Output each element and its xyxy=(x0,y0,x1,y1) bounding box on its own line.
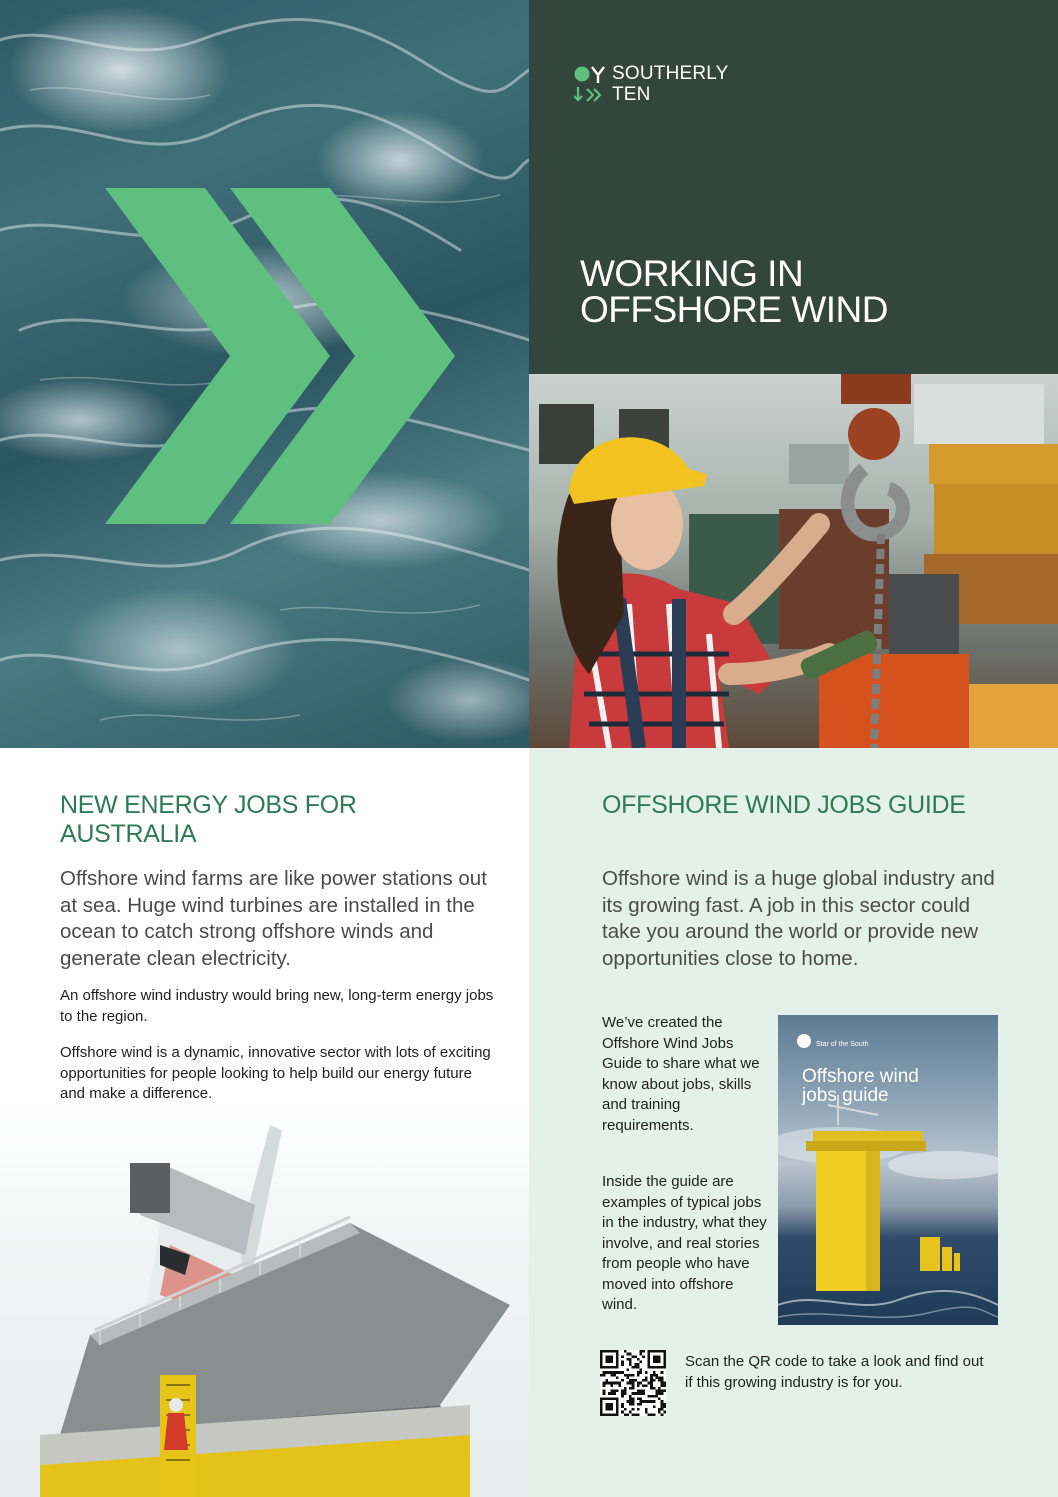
turbine-illustration xyxy=(0,1105,529,1497)
page-title xyxy=(580,253,1040,330)
body-paragraph-1: An offshore wind industry would bring new, long-term energy jobs to the region. xyxy=(60,987,494,1025)
page-title-line1: WORKING IN xyxy=(580,253,804,294)
star-of-the-south-logo-icon xyxy=(796,1033,812,1049)
section-heading-energy-jobs: NEW ENERGY JOBS FOR AUSTRALIA xyxy=(60,791,357,848)
logo-text-line2: TEN xyxy=(612,84,651,105)
lead-paragraph-energy-jobs: Offshore wind farms are like power stations out at sea. Huge wind turbines are installed in the ocean to catch strong offshore winds and generate clean electricity. xyxy=(60,867,487,970)
double-chevron-right-icon xyxy=(0,0,529,748)
guide-cover-title-line1: Offshore wind xyxy=(802,1066,919,1087)
qr-code-icon[interactable] xyxy=(600,1350,666,1416)
body-paragraph-2: Offshore wind is a dynamic, innovative sector with lots of exciting opportunities for people looking to help build our energy future and make a difference. xyxy=(60,1044,491,1102)
worker-illustration xyxy=(529,374,1058,748)
worker-photo xyxy=(529,374,1058,748)
turbine-photo xyxy=(0,1105,529,1497)
guide-paragraph-2: Inside the guide are examples of typical jobs in the industry, what they involve, and real stories from people who have moved into offshore wind. xyxy=(602,1173,767,1313)
guide-cover-title xyxy=(802,1067,992,1105)
logo-text-line1: SOUTHERLY xyxy=(612,63,729,84)
southerly-ten-logo-icon xyxy=(574,62,610,106)
qr-code-graphic xyxy=(600,1350,666,1416)
ocean-photo xyxy=(0,0,529,748)
guide-brand xyxy=(796,1033,869,1051)
qr-caption: Scan the QR code to take a look and find out if this growing industry is for you. xyxy=(685,1353,984,1391)
guide-cover-image[interactable] xyxy=(778,1015,998,1325)
guide-paragraph-1: We’ve created the Offshore Wind Jobs Guide to share what we know about jobs, skills and training requirements. xyxy=(602,1014,760,1134)
section-heading-jobs-guide: OFFSHORE WIND JOBS GUIDE xyxy=(602,791,966,819)
guide-brand-name: Star of the South xyxy=(816,1041,869,1048)
guide-cover-illustration xyxy=(778,1015,998,1325)
lead-paragraph-jobs-guide: Offshore wind is a huge global industry and its growing fast. A job in this sector could take you around the world or provide new opportunities close to home. xyxy=(602,867,995,970)
page-title-line2: OFFSHORE WIND xyxy=(580,289,888,330)
guide-cover-title-line2: jobs guide xyxy=(802,1085,889,1106)
